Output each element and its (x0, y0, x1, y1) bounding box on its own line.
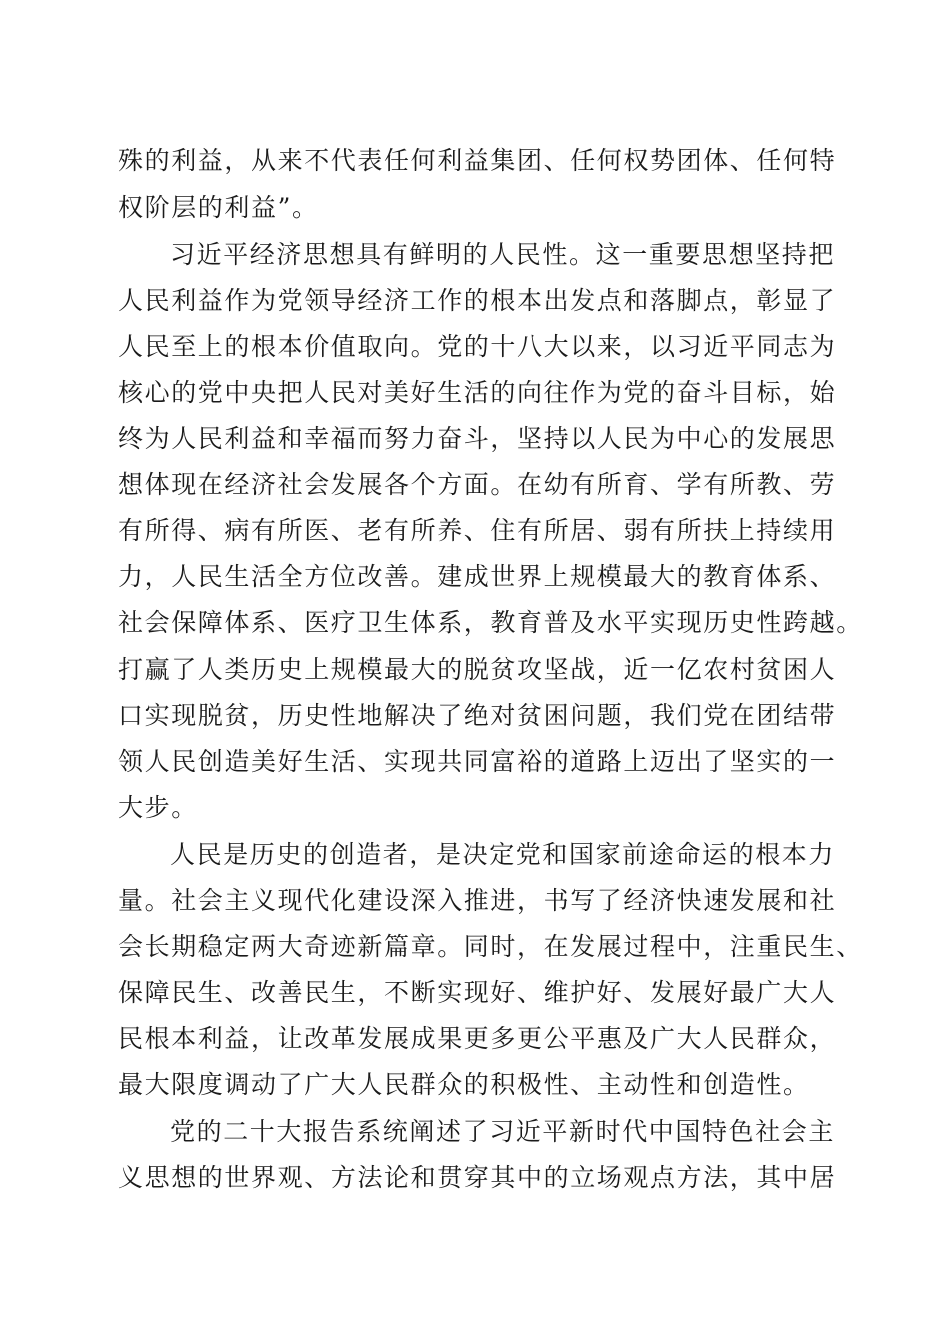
text-line: 权阶层的利益”。 (118, 193, 319, 222)
text-line: 领人民创造美好生活、实现共同富裕的道路上迈出了坚实的一 (118, 747, 837, 776)
text-line: 终为人民利益和幸福而努力奋斗，坚持以人民为中心的发展思 (118, 424, 837, 453)
text-line: 人民至上的根本价值取向。党的十八大以来，以习近平同志为 (118, 332, 837, 361)
text-line: 人民利益作为党领导经济工作的根本出发点和落脚点，彰显了 (118, 286, 837, 315)
text-line: 量。社会主义现代化建设深入推进，书写了经济快速发展和社 (118, 886, 837, 915)
text-line: 保障民生、改善民生，不断实现好、维护好、发展好最广大人 (118, 978, 837, 1007)
text-line: 打赢了人类历史上规模最大的脱贫攻坚战，近一亿农村贫困人 (118, 655, 837, 684)
paragraph-first-line: 习近平经济思想具有鲜明的人民性。这一重要思想坚持把 (170, 240, 836, 269)
paragraph-first-line: 党的二十大报告系统阐述了习近平新时代中国特色社会主 (170, 1117, 836, 1146)
text-line: 殊的利益，从来不代表任何利益集团、任何权势团体、任何特 (118, 146, 837, 175)
text-line: 会长期稳定两大奇迹新篇章。同时，在发展过程中，注重民生、 (118, 932, 863, 961)
paragraph-first-line: 人民是历史的创造者，是决定党和国家前途命运的根本力 (170, 840, 836, 869)
text-line: 民根本利益，让改革发展成果更多更公平惠及广大人民群众， (118, 1024, 837, 1053)
text-line: 大步。 (118, 793, 198, 822)
text-line: 有所得、病有所医、老有所养、住有所居、弱有所扶上持续用 (118, 516, 837, 545)
text-line: 社会保障体系、医疗卫生体系，教育普及水平实现历史性跨越。 (118, 608, 863, 637)
text-line: 最大限度调动了广大人民群众的积极性、主动性和创造性。 (118, 1070, 810, 1099)
text-line: 核心的党中央把人民对美好生活的向往作为党的奋斗目标，始 (118, 378, 837, 407)
text-line: 口实现脱贫，历史性地解决了绝对贫困问题，我们党在团结带 (118, 701, 837, 730)
text-line: 力，人民生活全方位改善。建成世界上规模最大的教育体系、 (118, 562, 837, 591)
text-line: 想体现在经济社会发展各个方面。在幼有所育、学有所教、劳 (118, 470, 837, 499)
text-line: 义思想的世界观、方法论和贯穿其中的立场观点方法，其中居 (118, 1163, 837, 1192)
